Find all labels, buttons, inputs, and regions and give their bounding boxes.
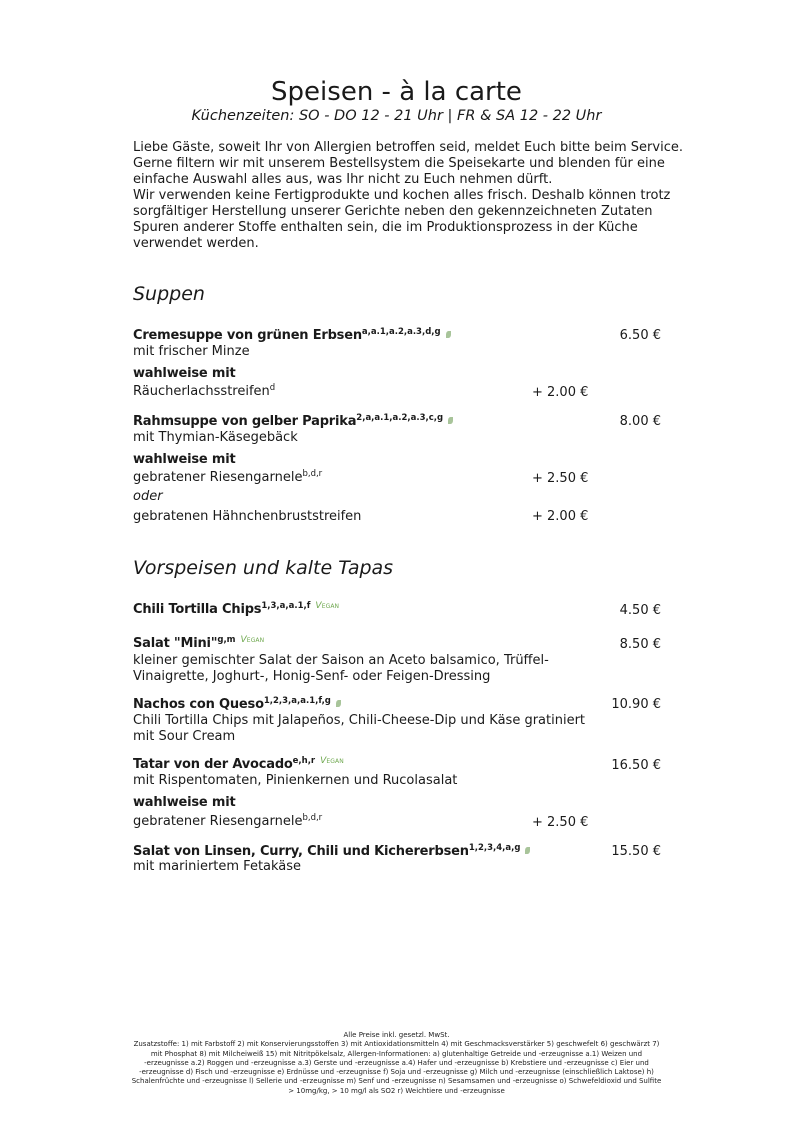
- additives-legend-line: Zusatzstoffe: 1) mit Farbstoff 2) mit Konservierungsstoffen 3) mit Antioxidationsmitteln 4) mit Geschmacksverstärker 5) geschwefelt 6) geschwärzt 7): [133, 1040, 660, 1049]
- vat-note: Alle Preise inkl. gesetzl. MwSt.: [343, 1031, 450, 1039]
- dish-name-chips: [133, 602, 339, 618]
- vegetarian-leaf-icon: [336, 696, 341, 712]
- option-item: [133, 814, 322, 830]
- dish-name-erbsen: [133, 327, 451, 344]
- vegan-badge-icon: VEGAN: [320, 756, 344, 766]
- dish-name-nachos: [133, 696, 341, 713]
- dish-description: mit Rispentomaten, Pinienkernen und Rucolasalat: [133, 773, 458, 788]
- allergen-codes: 1,2,3,4,a,g: [468, 843, 521, 853]
- option-label: wahlweise mit: [133, 366, 236, 381]
- option-label: wahlweise mit: [133, 795, 236, 810]
- section-heading-starters: Vorspeisen und kalte Tapas: [133, 557, 394, 579]
- section-heading-soups: Suppen: [133, 283, 205, 305]
- additives-legend-line: -erzeugnisse a.2) Roggen und -erzeugnisse a.3) Gerste und -erzeugnisse a.4) Hafer und -erzeugnisse b) Krebstiere und -erzeugnisse c) Eier und: [144, 1058, 649, 1067]
- dish-description: mit frischer Minze: [133, 344, 250, 359]
- intro-line: Liebe Gäste, soweit Ihr von Allergien betroffen seid, meldet Euch bitte beim Service.: [133, 140, 683, 155]
- footer-notes: [120, 1031, 673, 1096]
- intro-line: Wir verwenden keine Fertigprodukte und kochen alles frisch. Deshalb können trotz: [133, 188, 671, 203]
- allergen-codes: 1,3,a,a.1,f: [261, 601, 311, 611]
- dish-price: 16.50 €: [611, 758, 661, 773]
- vegetarian-leaf-icon: [448, 413, 453, 429]
- dish-name-linsen: [133, 843, 530, 860]
- option-item-text: Räucherlachsstreifen: [133, 384, 270, 399]
- dish-description: Chili Tortilla Chips mit Jalapeños, Chili-Cheese-Dip und Käse gratiniert: [133, 713, 586, 728]
- page-title: Speisen - à la carte: [271, 77, 522, 107]
- option-item: gebratenen Hähnchenbruststreifen: [133, 509, 362, 524]
- option-surcharge: + 2.00 €: [532, 509, 589, 524]
- dish-name-tatar: [133, 757, 344, 773]
- dish-price: 8.00 €: [619, 414, 661, 429]
- additives-legend-line: > 10mg/kg, > 10 mg/l als SO2 r) Weichtiere und -erzeugnisse: [288, 1086, 505, 1095]
- dish-price: 6.50 €: [619, 328, 661, 343]
- dish-description: Vinaigrette, Joghurt-, Honig-Senf- oder Feigen-Dressing: [133, 669, 491, 684]
- intro-text: [133, 140, 683, 252]
- vegan-badge-icon: VEGAN: [240, 635, 265, 645]
- dish-price: 10.90 €: [611, 697, 661, 712]
- option-item-text: gebratener Riesengarnele: [133, 470, 303, 485]
- kitchen-hours: Küchenzeiten: SO - DO 12 - 21 Uhr | FR & SA 12 - 22 Uhr: [191, 108, 602, 124]
- dish-description: mit Sour Cream: [133, 729, 236, 744]
- intro-line: sorgfältiger Herstellung unserer Gerichte neben den gekennzeichneten Zutaten: [133, 204, 653, 219]
- dish-description: mit mariniertem Fetakäse: [133, 859, 302, 874]
- dish-name-text: Tatar von der Avocado: [133, 757, 293, 772]
- option-item: [133, 470, 322, 486]
- vegetarian-leaf-icon: [446, 327, 451, 343]
- option-item: [133, 384, 275, 400]
- intro-line: Spuren anderer Stoffe enthalten sein, die im Produktionsprozess in der Küche: [133, 220, 638, 235]
- vegetarian-leaf-icon: [525, 843, 530, 859]
- option-label: wahlweise mit: [133, 452, 236, 467]
- additives-legend-line: Schalenfrüchte und -erzeugnisse l) Sellerie und -erzeugnisse m) Senf und -erzeugnisse n) Sesamsamen und -erzeugnisse o) Schwefeldioxid und Sulfite: [131, 1077, 662, 1086]
- allergen-codes: 1,2,3,a,a.1,f,g: [263, 696, 331, 706]
- or-separator: oder: [133, 489, 163, 504]
- dish-price: 8.50 €: [619, 637, 661, 652]
- allergen-codes: g,m: [217, 635, 236, 645]
- option-surcharge: + 2.00 €: [532, 385, 589, 400]
- allergen-codes: 2,a,a.1,a.2,a.3,c,g: [356, 413, 444, 423]
- dish-name-text: Nachos con Queso: [133, 697, 264, 712]
- intro-line: einfache Auswahl alles aus, was Ihr nicht zu Euch nehmen dürft.: [133, 172, 553, 187]
- intro-line: verwendet werden.: [133, 236, 259, 251]
- dish-price: 4.50 €: [619, 603, 661, 618]
- dish-description: kleiner gemischter Salat der Saison an Aceto balsamico, Trüffel-: [133, 653, 549, 668]
- option-surcharge: + 2.50 €: [532, 815, 589, 830]
- dish-description: mit Thymian-Käsegebäck: [133, 430, 298, 445]
- dish-name-text: Rahmsuppe von gelber Paprika: [133, 414, 357, 429]
- allergen-codes: a,a.1,a.2,a.3,d,g: [361, 327, 441, 337]
- intro-line: Gerne filtern wir mit unserem Bestellsystem die Speisekarte und blenden für eine: [133, 156, 665, 171]
- allergen-codes: d: [269, 383, 276, 393]
- allergen-codes: b,d,r: [302, 469, 323, 479]
- dish-price: 15.50 €: [611, 844, 661, 859]
- dish-name-text: Salat von Linsen, Curry, Chili und Kichererbsen: [133, 844, 469, 859]
- option-item-text: gebratener Riesengarnele: [133, 814, 303, 829]
- dish-name-text: Salat "Mini": [133, 636, 218, 651]
- option-surcharge: + 2.50 €: [532, 471, 589, 486]
- allergen-codes: b,d,r: [302, 813, 323, 823]
- dish-name-paprika: [133, 413, 453, 430]
- dish-name-text: Chili Tortilla Chips: [133, 602, 262, 617]
- allergen-codes: e,h,r: [292, 756, 316, 766]
- additives-legend-line: -erzeugnisse d) Fisch und -erzeugnisse e) Erdnüsse und -erzeugnisse f) Soja und -erzeugnisse g) Milch und -erzeugnisse (einschließlich Laktose) h): [139, 1068, 654, 1077]
- dish-name-text: Cremesuppe von grünen Erbsen: [133, 328, 362, 343]
- dish-name-salat-mini: [133, 636, 264, 652]
- additives-legend-line: mit Phosphat 8) mit Milcheiweiß 15) mit Nitritpökelsalz, Allergen-Informationen: a) glutenhaltige Getreide und -erzeugnisse a.1) Weizen und: [150, 1049, 643, 1058]
- vegan-badge-icon: VEGAN: [315, 601, 340, 611]
